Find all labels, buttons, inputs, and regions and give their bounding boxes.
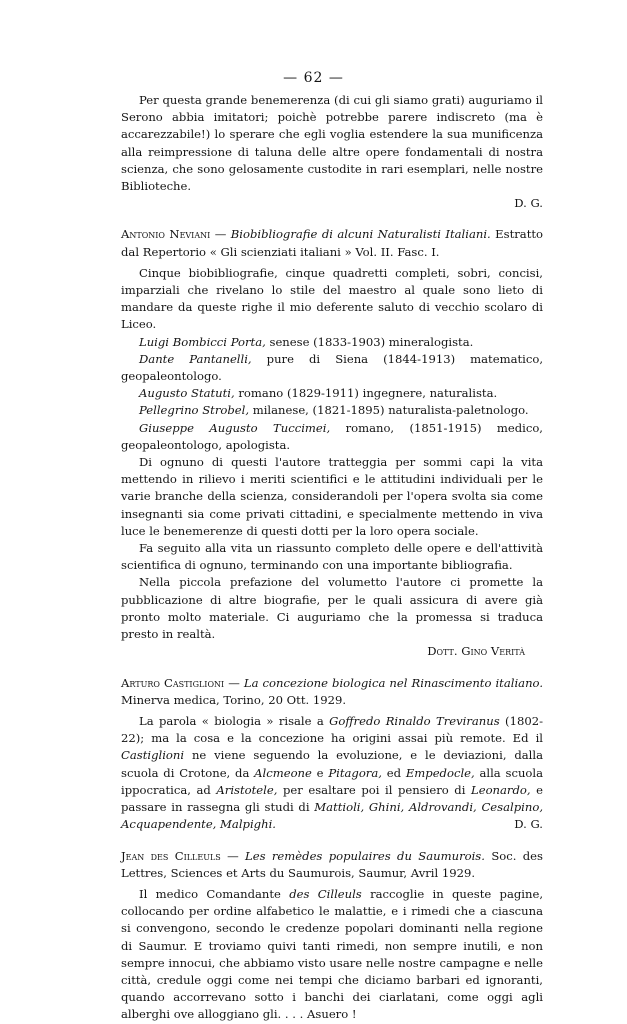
person-name: Mattioli, Ghini, Aldrovandi, Cesalpino, Acquapendente, Malpighi. bbox=[121, 799, 544, 832]
person-name: Dante Pantanelli, bbox=[139, 351, 252, 366]
text-run: e passare in rassegna gli studi di bbox=[121, 782, 544, 814]
person-name: Empedocle, bbox=[405, 765, 475, 780]
text-run: Il medico Comandante bbox=[139, 886, 281, 901]
person-name: Augusto Statuti, bbox=[139, 386, 235, 401]
person-desc: romano (1829-1911) ingegnere, naturalista. bbox=[238, 386, 498, 401]
review-paragraph: Fa seguito alla vita un riassunto completo delle opere e dell'attività scientifica di ognuno, terminando con una importante bibliografia. bbox=[121, 541, 543, 573]
review-title: Biobibliografie di alcuni Naturalisti Italiani. bbox=[230, 227, 491, 242]
person-name: Luigi Bombicci Porta, bbox=[139, 334, 266, 349]
person-desc: milanese, (1821-1895) naturalista-paletnologo. bbox=[252, 403, 529, 418]
page-number: — 62 — bbox=[283, 70, 344, 86]
person-name: Pellegrino Strobel, bbox=[139, 403, 250, 418]
text-run: alla scuola ippocratica, ad bbox=[121, 765, 544, 797]
intro-paragraph: Per questa grande benemerenza (di cui gli siamo grati) auguriamo il Serono abbia imitatori; poichè potrebbe parere indiscreto (ma è accarezzabile!) lo sperare che egli voglia estendere la sua munificenza alla reimpressione di taluna delle altre opere fondamentali di nostra scienza, che sono gelosamente custodite in rari esemplari, nelle nostre Biblioteche. bbox=[121, 93, 543, 194]
review-author: Jean des Cilleuls bbox=[121, 848, 221, 863]
text-column bbox=[121, 92, 543, 1024]
review-paragraph bbox=[121, 713, 543, 833]
person-name: Goffredo Rinaldo Treviranus bbox=[329, 713, 500, 728]
review-paragraph: Cinque biobibliografie, cinque quadretti completi, sobri, concisi, imparziali che rivelano lo stile del maestro al quale sono lieto di mandare da queste righe il mio deferente saluto di vecchio scolaro di Liceo. bbox=[121, 265, 543, 332]
text-run: ed bbox=[386, 765, 402, 780]
person-name: Pitagora, bbox=[328, 765, 382, 780]
review-paragraph: Nella piccola prefazione del volumetto l'autore ci promette la pubblicazione di altre biografie, per le quali assicura di avere già pronto molto materiale. Ci auguriamo che la promessa si traduca presto in realtà. bbox=[121, 575, 543, 642]
name-line bbox=[121, 402, 543, 419]
text-run: raccoglie in queste pagine, collocando per ordine alfabetico le malattie, e i rimedi che a ciascuna si convengono, secondo le credenze popolari dominanti nella regione di Saumur. E troviamo quivi tanti rimedi, non sempre inutili, e non sempre innocui, che abbiamo visto usare nelle nostre campagne e nelle città, credule oggi come nei tempi che diciamo barbari ed ignoranti, quando accorrevano sotto i banchi dei ciarlatani, come oggi agli alberghi ove alloggiano gli. . . . Asuero ! bbox=[121, 886, 543, 1022]
person-desc: pure di Siena (1844-1913) matematico, geopaleontologo. bbox=[121, 351, 544, 384]
text-run: e bbox=[316, 765, 324, 780]
review-heading: Antonio Neviani — Biobibliografie di alcuni Naturalisti Italiani. Estratto dal Repertorio « Gli scienziati italiani » Vol. II. Fasc. I. bbox=[121, 227, 543, 259]
person-desc: senese (1833-1903) mineralogista. bbox=[269, 334, 474, 349]
name-line bbox=[121, 385, 543, 402]
review-title: Les remèdes populaires du Saumurois. bbox=[245, 848, 485, 863]
person-name: Giuseppe Augusto Tuccimei, bbox=[139, 420, 331, 435]
person-name: Alcmeone bbox=[254, 765, 312, 780]
review-title: La concezione biologica nel Rinascimento italiano. bbox=[243, 675, 544, 690]
name-line bbox=[121, 334, 543, 351]
text-run: (1802-22); ma la cosa e la concezione ha origini assai più remote. Ed il bbox=[121, 713, 543, 746]
person-name: des Cilleuls bbox=[289, 886, 362, 901]
review-source: Minerva medica, Torino, 20 Ott. 1929. bbox=[121, 692, 347, 707]
text-run: per esaltare poi il pensiero di bbox=[282, 782, 466, 797]
review-paragraph bbox=[121, 886, 543, 1024]
review-author: Antonio Neviani bbox=[121, 227, 211, 242]
review-heading: Jean des Cilleuls — Les remèdes populaires du Saumurois. Soc. des Lettres, Sciences et Arts du Saumurois, Saumur, Avril 1929. bbox=[121, 848, 543, 880]
person-name: Castiglioni bbox=[121, 748, 185, 763]
review-paragraph: Di ognuno di questi l'autore tratteggia per sommi capi la vita mettendo in rilievo i meriti scientifici e le attitudini individuali per le varie branche della scienza, considerandoli per l'opera svolta sia come insegnanti sia come privati cittadini, e specialmente mettendo in viva luce le benemerenze di questi dotti per la loro opera sociale. bbox=[121, 455, 543, 538]
person-name: Leonardo, bbox=[471, 782, 531, 797]
name-line bbox=[121, 420, 543, 454]
person-name: Aristotele, bbox=[216, 782, 278, 797]
intro-signature: D. G. bbox=[514, 196, 543, 211]
review-heading: Arturo Castiglioni — La concezione biologica nel Rinascimento italiano. Minerva medica, Torino, 20 Ott. 1929. bbox=[121, 675, 544, 707]
text-run: La parola « biologia » risale a bbox=[139, 713, 324, 728]
text-run: ne viene seguendo la evoluzione, e le deviazioni, dalla scuola di Crotone, da bbox=[121, 748, 544, 780]
person-desc: romano, (1851-1915) medico, geopaleontologo, apologista. bbox=[121, 420, 543, 452]
review-source: Soc. des Lettres, Sciences et Arts du Saumurois, Saumur, Avril 1929. bbox=[121, 848, 543, 880]
review-signature: D. G. bbox=[514, 817, 543, 832]
review-source: Estratto dal Repertorio « Gli scienziati italiani » Vol. II. Fasc. I. bbox=[121, 227, 543, 259]
name-line bbox=[121, 351, 543, 385]
review-author: Arturo Castiglioni bbox=[121, 675, 225, 690]
review-signature: Dott. Gino Verità bbox=[427, 644, 525, 659]
